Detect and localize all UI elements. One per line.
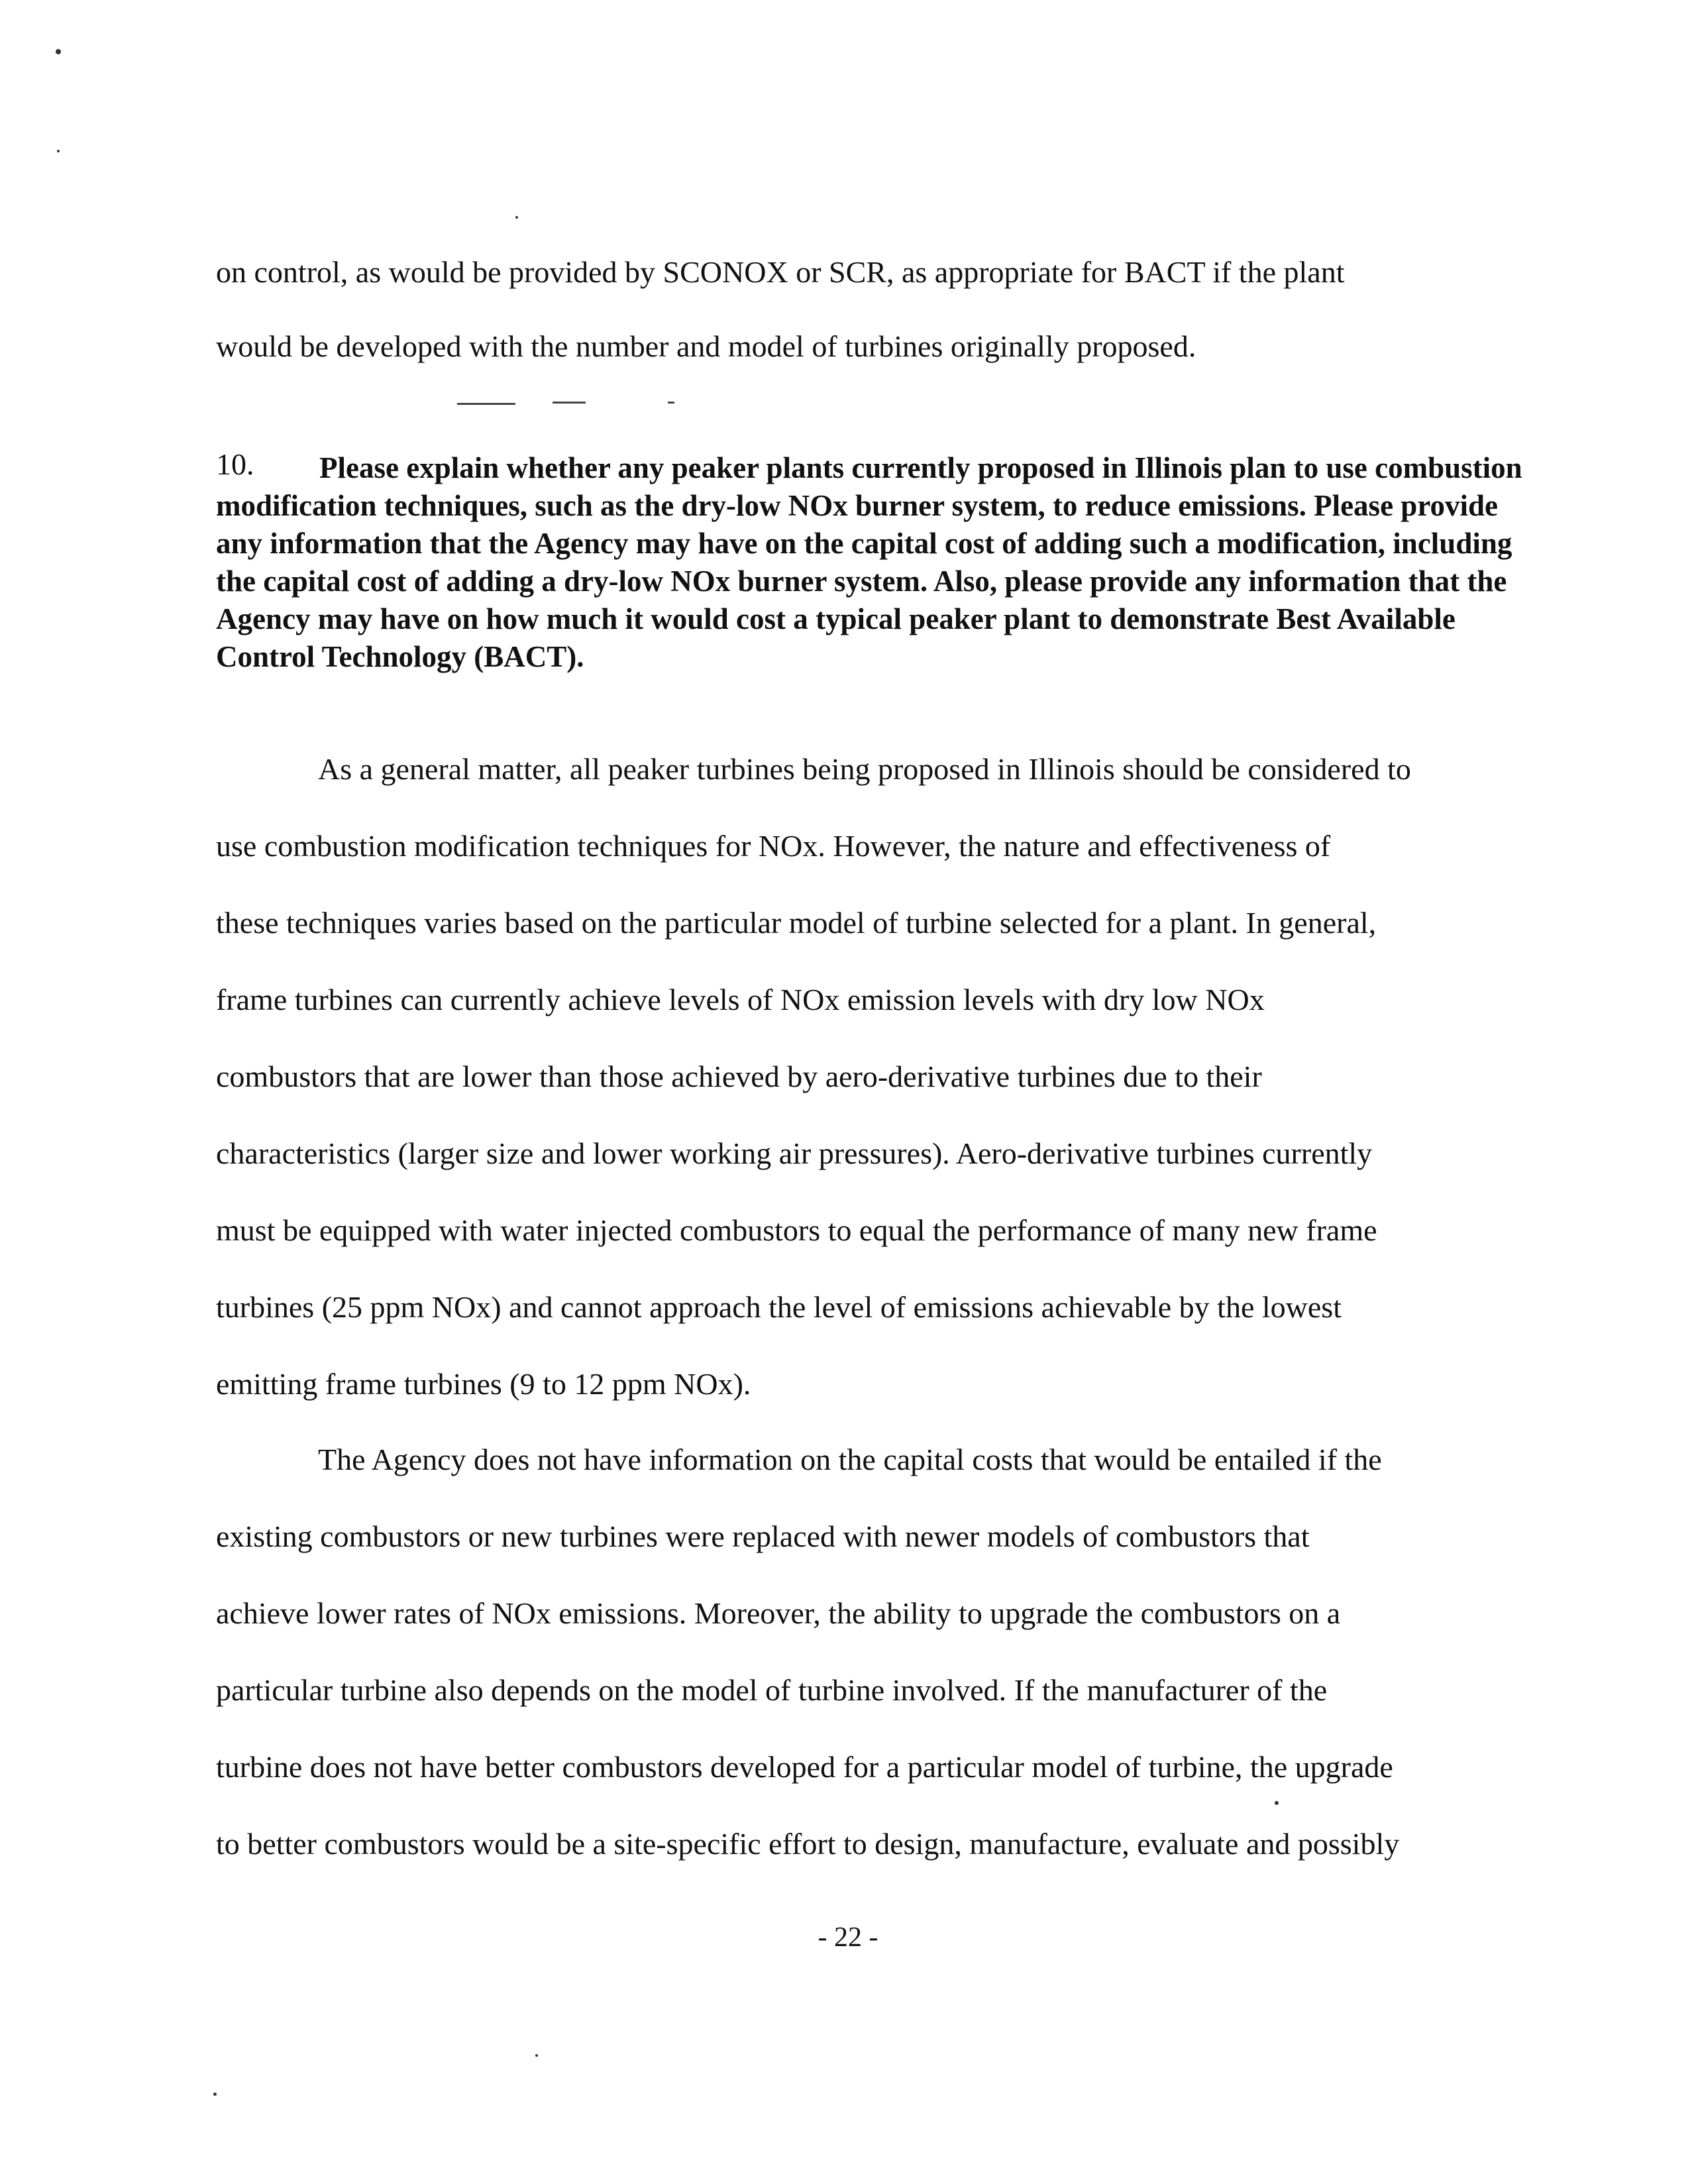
paragraph-line: these techniques varies based on the particular model of turbine selected for a plant. In general,: [216, 906, 1377, 940]
intro-line: would be developed with the number and model of turbines originally proposed.: [216, 329, 1196, 363]
paragraph-line: emitting frame turbines (9 to 12 ppm NOx).: [216, 1367, 751, 1401]
scan-speck: [56, 49, 61, 54]
paragraph-line: must be equipped with water injected combustors to equal the performance of many new frame: [216, 1213, 1377, 1247]
paragraph-line: achieve lower rates of NOx emissions. Moreover, the ability to upgrade the combustors on a: [216, 1596, 1341, 1630]
paragraph-line: characteristics (larger size and lower working air pressures). Aero-derivative turbines currently: [216, 1136, 1373, 1170]
paragraph-line: frame turbines can currently achieve levels of NOx emission levels with dry low NOx: [216, 983, 1265, 1016]
paragraph-line: combustors that are lower than those achieved by aero-derivative turbines due to their: [216, 1060, 1262, 1093]
scan-speck: [515, 216, 518, 219]
paragraph-line: use combustion modification techniques for NOx. However, the nature and effectiveness of: [216, 829, 1331, 863]
intro-line: on control, as would be provided by SCONOX or SCR, as appropriate for BACT if the plant: [216, 255, 1345, 289]
scan-speck: [535, 2054, 538, 2057]
scan-speck: [1275, 1801, 1279, 1805]
question-number: 10.: [216, 447, 254, 481]
question-text: Please explain whether any peaker plants currently proposed in Illinois plan to use combustion modification techniques, such as the dry-low NOx burner system, to reduce emissions. Please provide any information that the Agency may have on the capital cost of adding such a modification, including the capital cost of adding a dry-low NOx burner system. Also, please provide any information that the Agency may have on how much it would cost a typical peaker plant to demonstrate Best Available Control Technology (BACT).: [216, 451, 1522, 673]
scan-scribble: [668, 402, 674, 404]
scan-speck: [213, 2093, 217, 2096]
scan-speck: [57, 150, 60, 152]
paragraph-line: As a general matter, all peaker turbines being proposed in Illinois should be considered to: [318, 752, 1411, 786]
scan-scribble: [457, 403, 515, 405]
page-number: - 22 -: [818, 1922, 878, 1953]
paragraph-line: The Agency does not have information on the capital costs that would be entailed if the: [318, 1443, 1382, 1476]
paragraph-line: turbines (25 ppm NOx) and cannot approach the level of emissions achievable by the lowest: [216, 1290, 1342, 1324]
paragraph-line: turbine does not have better combustors developed for a particular model of turbine, the upgrade: [216, 1750, 1393, 1784]
paragraph-line: to better combustors would be a site-specific effort to design, manufacture, evaluate and possibly: [216, 1827, 1400, 1861]
scan-scribble: [553, 402, 586, 404]
paragraph-line: particular turbine also depends on the model of turbine involved. If the manufacturer of the: [216, 1673, 1328, 1707]
paragraph-line: existing combustors or new turbines were replaced with newer models of combustors that: [216, 1519, 1310, 1553]
